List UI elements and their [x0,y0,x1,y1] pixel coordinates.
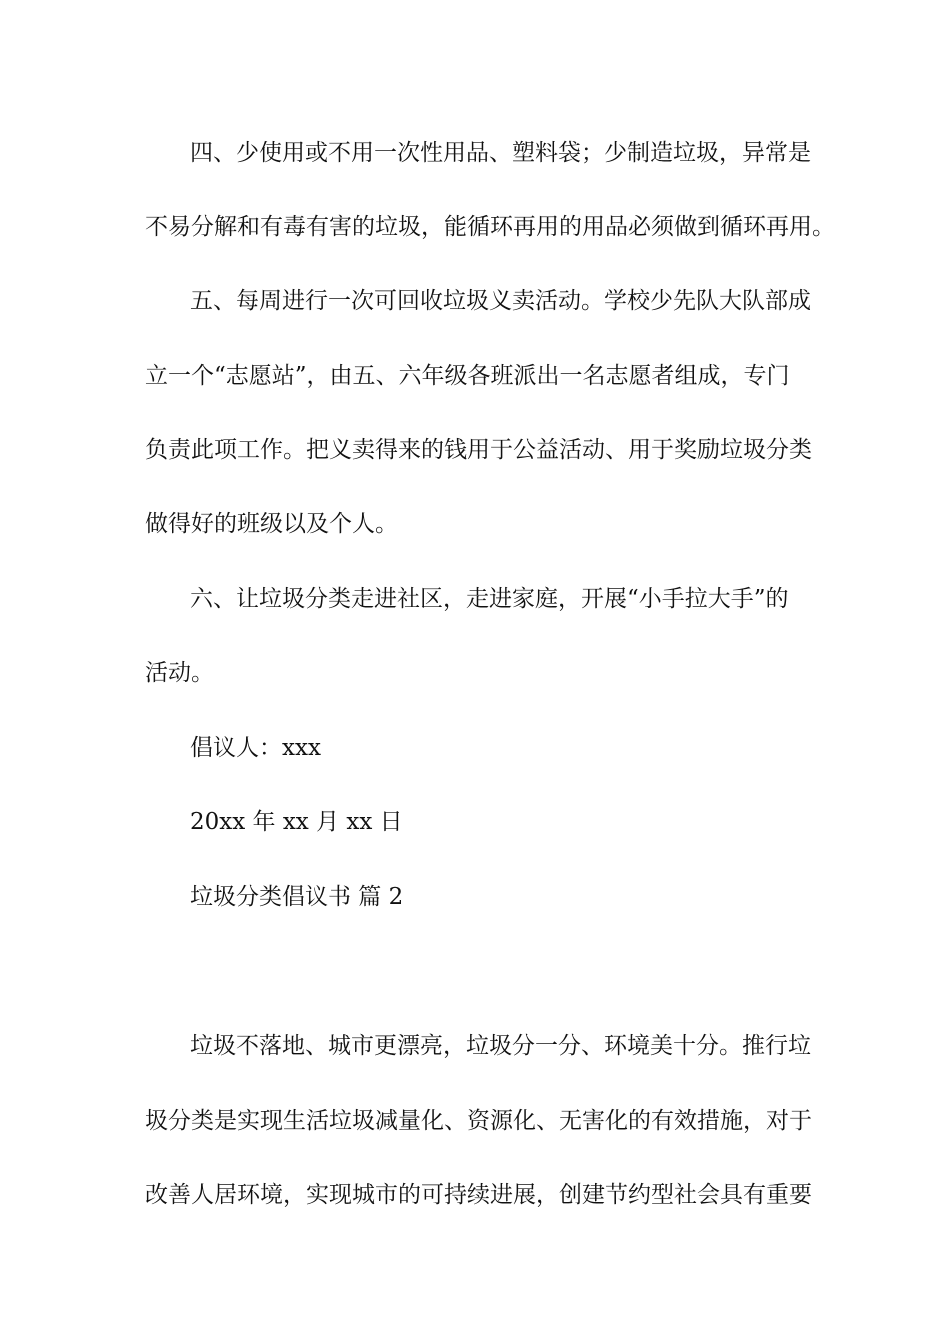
paragraph-7-line-2: 圾分类是实现生活垃圾减量化、资源化、无害化的有效措施，对于 [145,1108,812,1134]
paragraph-6-line-1: 六、让垃圾分类走进社区，走进家庭，开展“小手拉大手”的 [190,586,789,612]
paragraph-5-line-1: 五、每周进行一次可回收垃圾义卖活动。学校少先队大队部成 [190,288,811,314]
paragraph-5-line-3: 负责此项工作。把义卖得来的钱用于公益活动、用于奖励垃圾分类 [145,437,812,463]
paragraph-5-line-4: 做得好的班级以及个人。 [145,511,398,537]
paragraph-4-line-1: 四、少使用或不用一次性用品、塑料袋；少制造垃圾，异常是 [190,140,811,166]
paragraph-6-line-2: 活动。 [145,660,214,686]
proposer-line: 倡议人：xxx [190,735,321,761]
paragraph-4-line-2: 不易分解和有毒有害的垃圾，能循环再用的用品必须做到循环再用。 [145,214,835,240]
date-line: 20xx 年 xx 月 xx 日 [190,809,403,835]
paragraph-7-line-3: 改善人居环境，实现城市的可持续进展，创建节约型社会具有重要 [145,1182,812,1208]
paragraph-7-line-1: 垃圾不落地、城市更漂亮，垃圾分一分、环境美十分。推行垃 [190,1033,811,1059]
section-heading: 垃圾分类倡议书 篇 2 [190,884,404,910]
paragraph-5-line-2: 立一个“志愿站”，由五、六年级各班派出一名志愿者组成，专门 [145,363,790,389]
